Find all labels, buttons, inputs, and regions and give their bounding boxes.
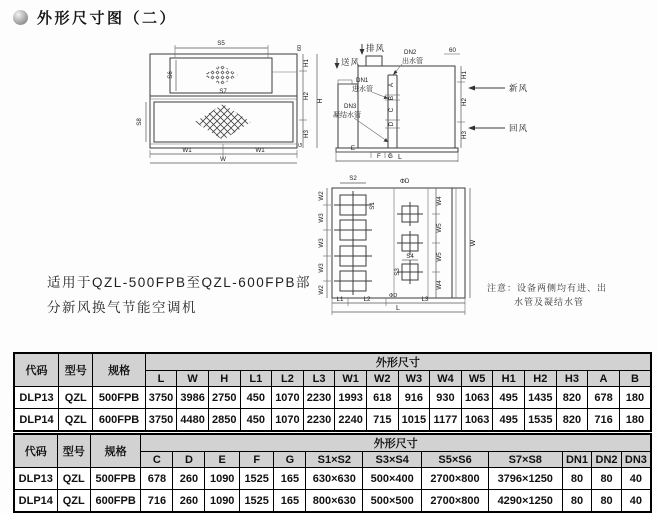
table-cell: 618 xyxy=(366,387,398,409)
dim-label-w: W xyxy=(470,239,477,247)
column-header: S1×S2 xyxy=(306,452,363,468)
dim-label-w3: W3 xyxy=(318,263,325,273)
table-row xyxy=(14,468,651,490)
condensate-pipe-label: 凝结水管 xyxy=(333,112,361,119)
caution-note xyxy=(487,282,607,310)
table-cell: 1525 xyxy=(239,490,273,513)
inlet-pipe-label: 进水管 xyxy=(352,86,373,93)
dim-label-s4: S4 xyxy=(406,253,414,260)
table-cell: 1993 xyxy=(335,387,367,409)
table-cell: QZL xyxy=(59,387,93,409)
group-header: 外形尺寸 xyxy=(141,434,651,452)
dim-label-g: G xyxy=(388,153,393,160)
table-cell: 1435 xyxy=(525,387,557,409)
table-cell: 40 xyxy=(621,468,651,490)
applicability-note xyxy=(47,271,337,321)
dim-label-h3: H3 xyxy=(461,131,468,139)
table-cell: 260 xyxy=(173,468,205,490)
table-row xyxy=(14,409,651,432)
dim-label-w5: W5 xyxy=(436,252,443,262)
column-header: H3 xyxy=(556,371,588,387)
dim-label-s7: S7 xyxy=(219,88,227,95)
column-header: L xyxy=(145,371,177,387)
dim-label-g: G xyxy=(298,142,304,148)
table-cell: 450 xyxy=(240,409,272,432)
table-cell: 1063 xyxy=(461,409,493,432)
column-header: C xyxy=(141,452,173,468)
group-header: 外形尺寸 xyxy=(145,353,651,371)
dim-label-w3: W3 xyxy=(318,213,325,223)
applicability-line-1: 适用于QZL-500FPB至QZL-600FPB部 xyxy=(47,275,312,290)
table-cell: 500FPB xyxy=(90,468,141,490)
caution-line-1: 注意：设备两侧均有进、出 xyxy=(487,283,608,293)
table-row xyxy=(14,387,651,409)
table-cell: 715 xyxy=(366,409,398,432)
column-header: H1 xyxy=(493,371,525,387)
bullet-icon xyxy=(13,10,28,25)
table-cell: 165 xyxy=(274,468,306,490)
dimensions-table-1 xyxy=(13,352,652,432)
table-cell: 820 xyxy=(556,409,588,432)
table-cell: 1063 xyxy=(461,387,493,409)
table-cell: 678 xyxy=(588,387,620,409)
table-cell: 500×500 xyxy=(363,490,422,513)
table-cell: 450 xyxy=(240,387,272,409)
dim-label-s8: S8 xyxy=(136,118,143,126)
column-header: 型号 xyxy=(57,434,90,468)
applicability-line-2: 分新风换气节能空调机 xyxy=(47,299,197,315)
dim-label-l3: L3 xyxy=(421,296,429,303)
column-header: W1 xyxy=(335,371,367,387)
table-cell: QZL xyxy=(57,490,90,513)
dim-label-s6: S6 xyxy=(167,71,174,79)
dim-label-w4: W4 xyxy=(436,280,443,290)
dim-label-l1: L1 xyxy=(336,296,344,303)
table-cell: 495 xyxy=(493,387,525,409)
table-cell: 1090 xyxy=(205,468,239,490)
table-cell: 2850 xyxy=(208,409,240,432)
dim-label-l: L xyxy=(398,154,402,161)
column-header: L2 xyxy=(272,371,304,387)
dim-label-c: C xyxy=(388,107,395,113)
dim-label-l2: L2 xyxy=(363,296,371,303)
column-header: D xyxy=(173,452,205,468)
dim-label-h2: H2 xyxy=(303,92,310,100)
dn3-label: DN3 xyxy=(344,103,357,110)
dim-label-h1: H1 xyxy=(303,59,310,67)
front-view xyxy=(136,40,324,163)
table-cell: 80 xyxy=(592,490,622,513)
column-header: DN3 xyxy=(621,452,651,468)
column-header: S7×S8 xyxy=(488,452,562,468)
dim-label-w1-left: W1 xyxy=(182,147,192,154)
column-header: H2 xyxy=(525,371,557,387)
dim-label-b: B xyxy=(388,95,395,101)
table-cell: DLP13 xyxy=(14,387,59,409)
exhaust-air-label: 排风 xyxy=(366,43,386,53)
column-header: 规格 xyxy=(90,434,141,468)
table-cell: 2230 xyxy=(303,409,335,432)
table-cell: 4480 xyxy=(177,409,209,432)
table-cell: 1070 xyxy=(272,387,304,409)
column-header: A xyxy=(588,371,620,387)
fresh-air-label: 新风 xyxy=(509,83,529,93)
dim-label-h2: H2 xyxy=(461,98,468,106)
table-cell: 916 xyxy=(398,387,430,409)
table-cell: 630×630 xyxy=(306,468,363,490)
table-cell: 260 xyxy=(173,490,205,513)
table-cell: 1090 xyxy=(205,490,239,513)
column-header: H xyxy=(208,371,240,387)
table-cell: 2700×800 xyxy=(422,490,489,513)
table-cell: 500FPB xyxy=(93,387,145,409)
dim-label-phid-bottom: ΦD xyxy=(389,293,398,299)
table-cell: DLP14 xyxy=(14,409,59,432)
table-cell: 80 xyxy=(562,490,592,513)
table-cell: 2700×800 xyxy=(422,468,489,490)
table-cell: QZL xyxy=(59,409,93,432)
table-cell: 716 xyxy=(141,490,173,513)
column-header: 代码 xyxy=(14,353,59,387)
column-header: F xyxy=(239,452,273,468)
dim-label-s5: S5 xyxy=(217,40,225,47)
supply-air-label: 送风 xyxy=(341,57,361,67)
column-header: DN2 xyxy=(592,452,622,468)
column-header: DN1 xyxy=(562,452,592,468)
column-header: B xyxy=(619,371,651,387)
page-header xyxy=(13,7,177,28)
table-cell: 600FPB xyxy=(90,490,141,513)
table-cell: 1535 xyxy=(525,409,557,432)
table-cell: 1015 xyxy=(398,409,430,432)
dimensions-table-2 xyxy=(13,433,652,513)
dim-label-e: E xyxy=(350,145,356,152)
table-cell: 820 xyxy=(556,387,588,409)
dn2-label: DN2 xyxy=(404,49,417,56)
table-cell: 80 xyxy=(592,468,622,490)
table-cell: 4290×1250 xyxy=(488,490,562,513)
caution-line-2: 水管及凝结水管 xyxy=(514,296,585,307)
table-cell: 1525 xyxy=(239,468,273,490)
table-cell: QZL xyxy=(57,468,90,490)
table-cell: DLP14 xyxy=(14,490,57,513)
table-cell: 800×630 xyxy=(306,490,363,513)
table-cell: 600FPB xyxy=(93,409,145,432)
table-cell: 930 xyxy=(430,387,462,409)
dim-label-l: L xyxy=(396,305,400,312)
dim-label-w4: W4 xyxy=(436,196,443,206)
table-row xyxy=(14,490,651,513)
side-view xyxy=(333,43,528,162)
column-header: W4 xyxy=(430,371,462,387)
table-cell: 1177 xyxy=(430,409,462,432)
dim-label-s1: S1 xyxy=(369,202,376,210)
dim-label-s2: S2 xyxy=(349,175,357,182)
table-cell: 180 xyxy=(619,387,651,409)
column-header: S5×S6 xyxy=(422,452,489,468)
dim-label-h3: H3 xyxy=(303,130,310,138)
table-cell: 40 xyxy=(621,490,651,513)
table-cell: 716 xyxy=(588,409,620,432)
dim-label-w5: W5 xyxy=(436,223,443,233)
dim-label-h: H xyxy=(317,98,324,104)
table-cell: 3986 xyxy=(177,387,209,409)
table-cell: 3796×1250 xyxy=(488,468,562,490)
table-cell: 2230 xyxy=(303,387,335,409)
dim-label-w3: W3 xyxy=(318,238,325,248)
table-cell: 3750 xyxy=(145,409,177,432)
dim-label-d: D xyxy=(388,121,395,127)
column-header: 代码 xyxy=(14,434,57,468)
column-header: W3 xyxy=(398,371,430,387)
table-cell: 2240 xyxy=(335,409,367,432)
dim-label-60: 60 xyxy=(449,47,456,54)
column-header: W2 xyxy=(366,371,398,387)
table-cell: 678 xyxy=(141,468,173,490)
table-cell: 180 xyxy=(619,409,651,432)
dim-label-phid-top: ΦD xyxy=(400,178,410,185)
outlet-pipe-label: 出水管 xyxy=(402,58,423,65)
dim-label-w2: W2 xyxy=(318,191,325,201)
dim-label-60: 60 xyxy=(297,44,303,52)
plan-view xyxy=(318,175,477,315)
table-cell: 1070 xyxy=(272,409,304,432)
dim-label-a: A xyxy=(388,82,395,88)
column-header: W5 xyxy=(461,371,493,387)
dim-label-w1-right: W1 xyxy=(255,147,265,154)
table-cell: 3750 xyxy=(145,387,177,409)
column-header: W xyxy=(177,371,209,387)
table-cell: 495 xyxy=(493,409,525,432)
column-header: S3×S4 xyxy=(363,452,422,468)
page-title: 外形尺寸图（二） xyxy=(37,10,178,27)
table-cell: 165 xyxy=(274,490,306,513)
column-header: E xyxy=(205,452,239,468)
dn1-label: DN1 xyxy=(356,77,369,84)
column-header: 规格 xyxy=(93,353,145,387)
return-air-label: 回风 xyxy=(509,123,529,133)
table-cell: DLP13 xyxy=(14,468,57,490)
column-header: G xyxy=(274,452,306,468)
dim-label-f: F xyxy=(377,153,381,160)
table-cell: 80 xyxy=(562,468,592,490)
dim-label-w: W xyxy=(220,156,226,163)
dim-label-h1: H1 xyxy=(461,71,468,79)
table-cell: 2750 xyxy=(208,387,240,409)
table-cell: 500×400 xyxy=(363,468,422,490)
dim-label-s3: S3 xyxy=(394,268,401,276)
column-header: L1 xyxy=(240,371,272,387)
column-header: 型号 xyxy=(59,353,93,387)
column-header: L3 xyxy=(303,371,335,387)
dim-label-w2: W2 xyxy=(318,285,325,295)
